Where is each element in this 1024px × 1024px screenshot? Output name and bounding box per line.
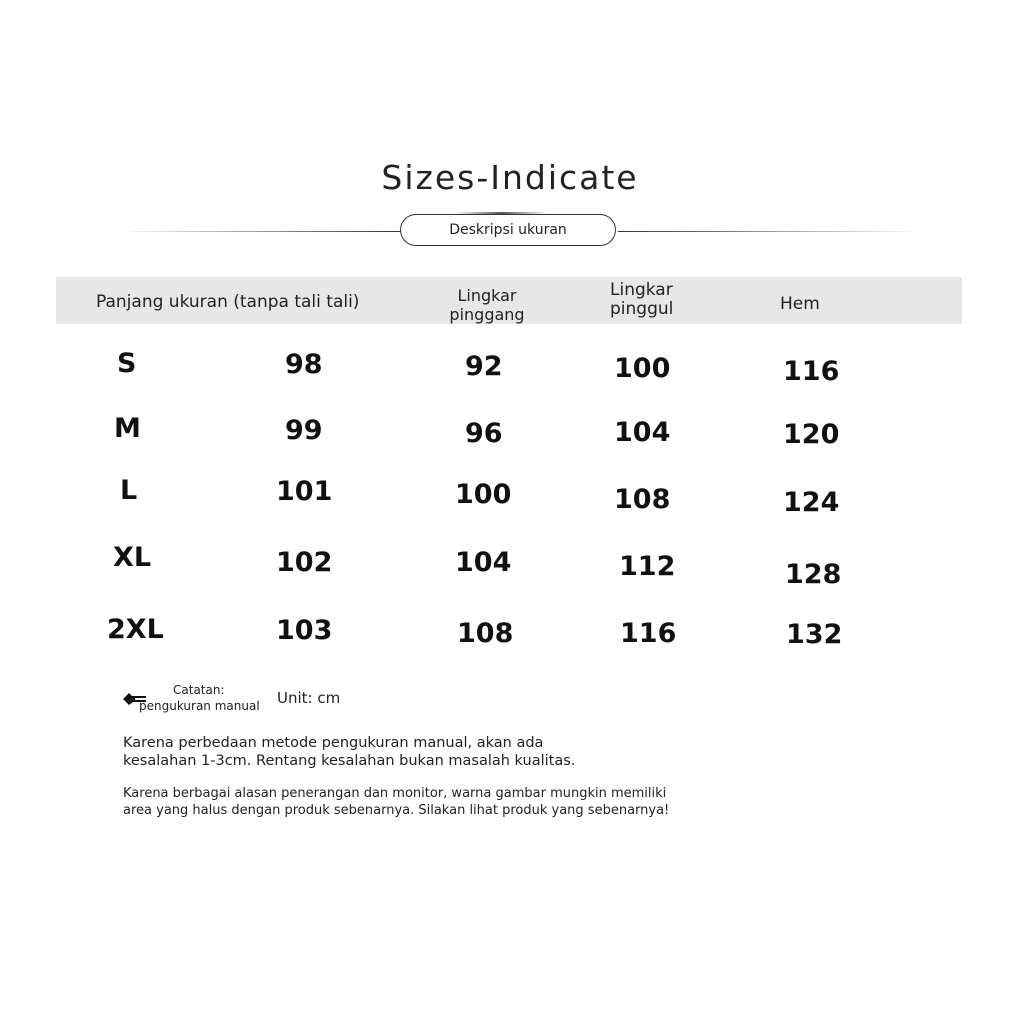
table-cell-hip: 112 <box>619 551 676 582</box>
table-cell-waist: 92 <box>465 351 503 382</box>
table-cell-size: L <box>120 475 138 506</box>
table-cell-size: XL <box>113 542 152 573</box>
note-label-line1: Catatan: <box>173 683 225 697</box>
table-cell-hem: 120 <box>783 419 840 450</box>
header-size-length: Panjang ukuran (tanpa tali tali) <box>96 292 360 312</box>
table-cell-length: 99 <box>285 415 323 446</box>
disclaimer-line: kesalahan 1-3cm. Rentang kesalahan bukan masalah kualitas. <box>123 753 576 769</box>
disclaimer-line: Karena perbedaan metode pengukuran manual, akan ada <box>123 735 544 751</box>
table-cell-hem: 124 <box>783 487 840 518</box>
table-cell-waist: 96 <box>465 418 503 449</box>
header-hip-line1: Lingkar <box>610 280 673 300</box>
table-cell-hem: 132 <box>786 619 843 650</box>
table-cell-length: 98 <box>285 349 323 380</box>
disclaimer-color <box>123 785 669 819</box>
header-hip <box>610 281 673 319</box>
table-cell-hip: 108 <box>614 484 671 515</box>
header-waist-line2: pinggang <box>449 305 525 324</box>
table-cell-hem: 116 <box>783 356 840 387</box>
table-cell-waist: 104 <box>455 547 512 578</box>
subtitle-pill: Deskripsi ukuran <box>400 214 616 246</box>
table-cell-length: 101 <box>276 476 333 507</box>
page-title: Sizes-Indicate <box>381 158 639 197</box>
table-cell-size: M <box>114 413 141 444</box>
table-cell-size: S <box>117 348 137 379</box>
table-cell-length: 103 <box>276 615 333 646</box>
unit-label: Unit: cm <box>277 689 341 707</box>
table-cell-hem: 128 <box>785 559 842 590</box>
table-cell-hip: 104 <box>614 417 671 448</box>
divider-right <box>618 231 910 232</box>
table-cell-hip: 100 <box>614 353 671 384</box>
header-waist <box>449 286 525 324</box>
disclaimer-line: area yang halus dengan produk sebenarnya. Silakan lihat produk yang sebenarnya! <box>123 803 670 818</box>
table-cell-waist: 108 <box>457 618 514 649</box>
header-waist-line1: Lingkar <box>457 286 517 305</box>
header-hip-line2: pinggul <box>610 299 674 319</box>
header-hem: Hem <box>780 294 820 314</box>
measurement-note <box>122 683 382 719</box>
table-cell-size: 2XL <box>107 614 164 645</box>
disclaimer-line: Karena berbagai alasan penerangan dan monitor, warna gambar mungkin memiliki <box>123 786 667 801</box>
disclaimer-measurement <box>123 734 575 770</box>
table-cell-hip: 116 <box>620 618 677 649</box>
table-cell-length: 102 <box>276 547 333 578</box>
table-cell-waist: 100 <box>455 479 512 510</box>
note-label-line2: pengukuran manual <box>139 699 260 713</box>
divider-left <box>130 231 402 232</box>
